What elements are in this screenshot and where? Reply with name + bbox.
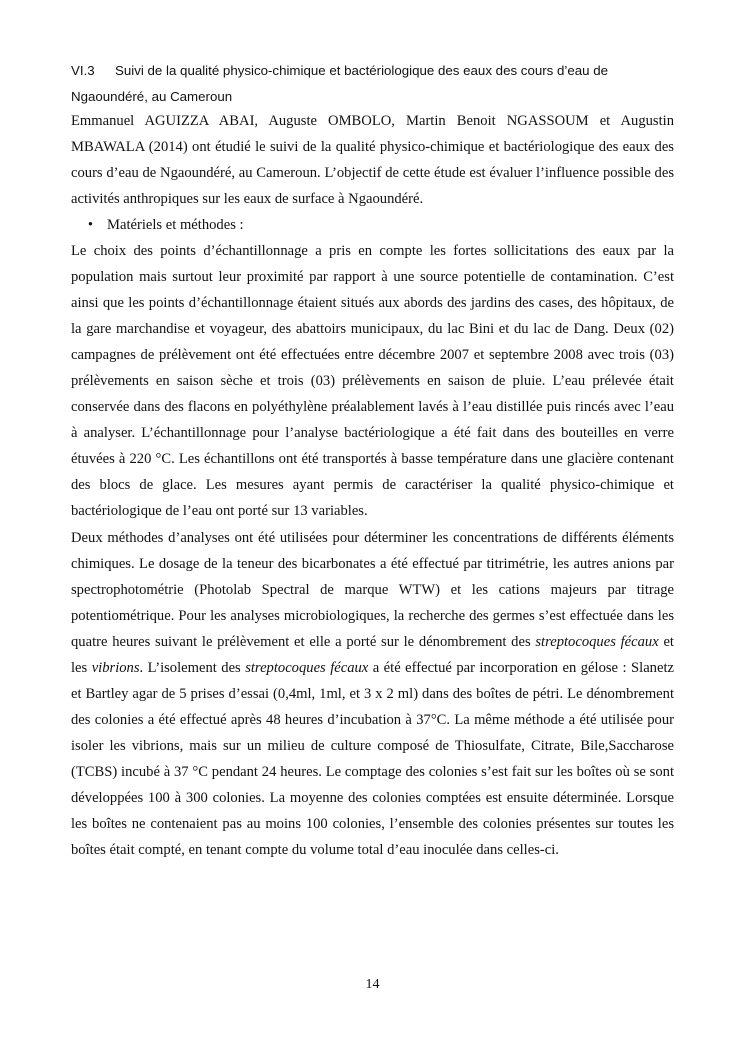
italic-term-vibrions: vibrions [91, 659, 140, 676]
paragraph-analysis [71, 525, 674, 864]
paragraph-analysis-part2: et les [71, 633, 674, 676]
intro-paragraph [71, 108, 674, 212]
section-title: Suivi de la qualité physico-chimique et bactériologique des eaux des cours d’eau de Ngaoundéré, au Cameroun [71, 63, 609, 104]
page-number: 14 [365, 977, 380, 992]
paragraph-sampling: Le choix des points d’échantillonnage a pris en compte les fortes sollicitations des eaux par la population mais surtout leur proximité par rapport à une source potentielle de contamination. C’est ainsi que les points d’échantillonnage étaient situés aux abords des jardins des cases, des hôpitaux, de la gare marchandise et voyageur, des abattoirs municipaux, du lac Bini et du lac de Dang. Deux (02) campagnes de prélèvement ont été effectuées entre décembre 2007 et septembre 2008 avec trois (03) prélèvements en saison sèche et trois (03) prélèvements en saison de pluie. L’eau prélevée était conservée dans des flacons en polyéthylène préalablement lavés à l’eau distillée puis rincés avec l’eau à analyser. L’échantillonnage pour l’analyse bactériologique a été fait dans des bouteilles en verre étuvées à 220 °C. Les échantillons ont été transportés à basse température dans une glacière contenant des blocs de glace. Les mesures ayant permis de caractériser la qualité physico-chimique et bactériologique de l’eau ont porté sur 13 variables. [71, 243, 674, 520]
bullet-icon: • [87, 217, 93, 233]
paragraph-analysis-part1: Deux méthodes d’analyses ont été utilisées pour déterminer les concentrations de différents éléments chimiques. Le dosage de la teneur des bicarbonates a été effectué par titrimétrie, les autres anions par spectrophotométrie (Photolab Spectral de marque WTW) et les cations majeurs par titrage potentiométrique. Pour les analyses microbiologiques, la recherche des germes s’est effectuée dans les quatre heures suivant le prélèvement et elle a porté sur le dénombrement des [71, 529, 674, 650]
intro-text: Emmanuel AGUIZZA ABAI, Auguste OMBOLO, Martin Benoit NGASSOUM et Augustin MBAWALA (2014) ont étudié le suivi de la qualité physico-chimique et bactériologique des eaux des cours d’eau de Ngaoundéré, au Cameroun. L’objectif de cette étude est évaluer l’influence possible des activités anthropiques sur les eaux de surface à Ngaoundéré. [71, 113, 674, 208]
bullet-item-methods [71, 212, 671, 238]
section-heading [71, 58, 681, 110]
bullet-label: Matériels et méthodes : [107, 217, 244, 233]
italic-term-streptococci: streptocoques fécaux [535, 633, 659, 650]
paragraph-analysis-part3: . L’isolement des [139, 659, 246, 676]
section-number: VI.3 [71, 63, 95, 78]
body-paragraphs [71, 238, 674, 863]
italic-term-streptococci-2: streptocoques fécaux [245, 659, 369, 676]
paragraph-analysis-part4: a été effectué par incorporation en gélose : Slanetz et Bartley agar de 5 prises d’essai (0,4ml, 1ml, et 3 x 2 ml) dans des boîtes de pétri. Le dénombrement des colonies a été effectué après 48 heures d’incubation à 37°C. La même méthode a été utilisée pour isoler les vibrions, mais sur un milieu de culture composé de Thiosulfate, Citrate, Bile,Saccharose (TCBS) incubé à 37 °C pendant 24 heures. Le comptage des colonies s’est fait sur les boîtes où se sont développées 100 à 300 colonies. La moyenne des colonies comptées est ensuite déterminée. Lorsque les boîtes ne contenaient pas au moins 100 colonies, l’ensemble des colonies présentes sur toutes les boîtes était compté, en tenant compte du volume total d’eau inoculée dans celles-ci. [71, 659, 674, 859]
